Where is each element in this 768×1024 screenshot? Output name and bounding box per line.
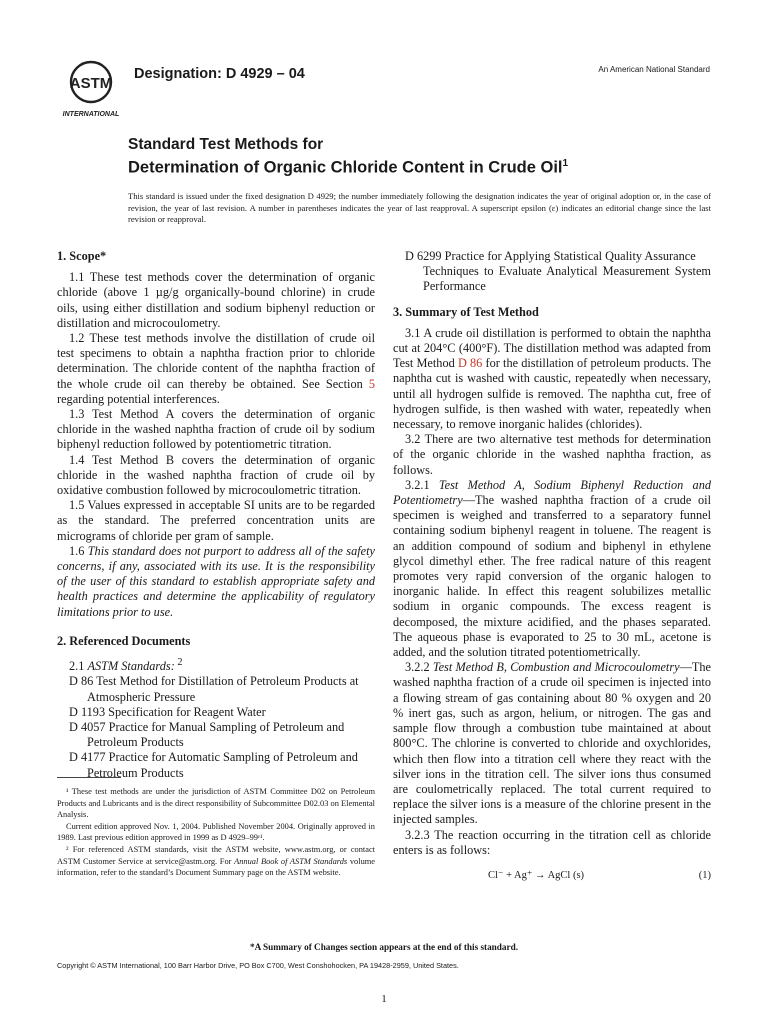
para-3-1-text: 3.1 A crude oil distillation is performed to obtain the naphtha cut at 204°C (400°F). The distillation method was adapted from Test Method <box>393 325 711 371</box>
para-3-2-1-text: —The washed naphtha fraction of a crude oil specimen is weighed and transferred to a separatory funnel containing sodium biphenyl reagent in toluene. The reagent is an addition compound of sodium and biphenyl in ethylene glycol dimethyl ether. The free radical nature of this reagent promotes very rapid conversion of the organic halogen to inorganic halide. In effect this reagent solubilizes metallic sodium in organic compounds. The excess reagent is decomposed, the mixture acidified, and the phases separated. The aqueous phase is evaporated to 25 to 30 mL, acetone is added, and the solution titrated potentiometrically. <box>393 493 711 660</box>
standard-intro: This standard is issued under the fixed designation D 4929; the number immediately following the designation indicates the year of original adoption or, in the case of revision, the year of last revision. A number in parentheses indicates the year of last reapproval. A superscript epsilon (ε) indicates an editorial change since the last revision or reapproval. <box>128 191 711 225</box>
para-1-6-number: 1.6 <box>69 543 88 558</box>
document-title <box>128 135 648 178</box>
title-line-2-text: Determination of Organic Chloride Content in Crude Oil <box>128 158 563 177</box>
para-1-4: 1.4 Test Method B covers the determination of organic chloride in the washed naphtha fraction of crude oil by oxidative combustion followed by microcoulometric titration. <box>57 452 375 498</box>
summary-heading: 3. Summary of Test Method <box>393 304 539 319</box>
reference-title-cont: Petroleum Products <box>87 765 184 780</box>
footnote-1-edition: Current edition approved Nov. 1, 2004. Published November 2004. Originally approved in 1989. Last previous edition approved in 1999 as D 4929–99ᵋ¹. <box>57 821 375 843</box>
para-3-2: 3.2 There are two alternative test methods for determination of the organic chloride in the washed naphtha fraction, as follows. <box>393 432 711 477</box>
footnote-divider <box>57 777 121 778</box>
para-3-2-2-text: —The washed naphtha fraction of a crude oil specimen is injected into a flowing stream of gas containing about 80 % oxygen and 20 % inert gas, such as argon, helium, or nitrogen. The gas and sample flow through a combustion tube maintained at about 800°C. The chlorine is converted to chloride and oxychlorides, which then flow into a titration cell where they react with the silver ions in the titration cell. The silver ions thus consumed are coulometrically replaced. The total current required to replace the silver ions is a measure of the chlorine present in the injected samples. <box>393 660 711 827</box>
logo-text-top: ASTM <box>69 75 113 92</box>
para-2-1 <box>57 655 375 674</box>
para-1-6-text: This standard does not purport to address all of the safety concerns, if any, associated with its use. It is the responsibility of the user of this standard to establish appropriate safety and health practices and determine the applicability of regulatory limitations prior to use. <box>57 543 375 619</box>
footnote-2-mark: 2 <box>174 657 183 669</box>
para-3-1 <box>393 326 711 432</box>
reference-title: Test Method for Distillation of Petroleum Products at <box>96 674 359 689</box>
reference-title: Practice for Automatic Sampling of Petroleum and <box>108 750 358 765</box>
reference-title-cont: Atmospheric Pressure <box>87 689 196 704</box>
method-b-title: Test Method B, Combustion and Microcoulometry <box>432 660 680 675</box>
para-3-2-2 <box>393 660 711 827</box>
reference-item <box>57 674 375 704</box>
section-5-link[interactable]: 5 <box>368 376 375 391</box>
reference-code: D 6299 <box>405 249 442 263</box>
para-3-1-text-end: for the distillation of petroleum products. The naphtha cut is washed with caustic, repeatedly when necessary, until all hydrogen sulfide is removed. The naphtha cut, free of hydrogen sulfide, is then washed with water, repeatedly when necessary, to remove inorganic halides (chlorides). <box>393 356 711 432</box>
reference-title: Specification for Reagent Water <box>108 704 266 719</box>
reference-title: Practice for Manual Sampling of Petroleum and <box>108 719 345 734</box>
title-line-1: Standard Test Methods for <box>128 136 324 153</box>
para-2-1-number: 2.1 <box>69 659 88 674</box>
footnote-2 <box>57 844 375 879</box>
logo-text-bottom: INTERNATIONAL <box>62 111 120 118</box>
reference-item <box>57 705 375 720</box>
reference-title-cont: Petroleum Products <box>87 735 184 750</box>
reference-code: D 86 <box>69 674 94 689</box>
reference-title: Practice for Applying Statistical Quality Assurance <box>444 249 696 263</box>
copyright: Copyright © ASTM International, 100 Barr Harbor Drive, PO Box C700, West Conshohocken, PA 19428-2959, United States. <box>57 961 459 970</box>
para-1-3: 1.3 Test Method A covers the determination of organic chloride in the washed naphtha fraction of crude oil by sodium biphenyl reduction followed by potentiometric titration. <box>57 407 375 452</box>
reference-code: D 4177 <box>69 750 106 765</box>
para-3-2-2-number: 3.2.2 <box>405 660 433 675</box>
right-column <box>393 249 711 883</box>
astm-standards-label: ASTM Standards: <box>87 659 175 674</box>
equation-text: Cl⁻ + Ag⁺ → AgCl (s) <box>488 869 585 881</box>
referenced-documents-heading: 2. Referenced Documents <box>57 633 191 648</box>
d86-link[interactable]: D 86 <box>457 356 483 371</box>
method-a-title: Test Method A, Sodium Biphenyl Reduction and Potentiometry <box>393 477 712 508</box>
scope-heading: 1. Scope* <box>57 249 107 263</box>
para-1-2-text: 1.2 These test methods involve the distillation of crude oil test specimens to obtain a naphtha fraction prior to chloride determination. The chloride content of the naphtha fraction of the whole crude oil can thereby be obtained. See Section <box>57 331 375 391</box>
para-3-2-3: 3.2.3 The reaction occurring in the titration cell as chloride enters is as follows: <box>393 827 711 857</box>
para-1-1: 1.1 These test methods cover the determination of organic chloride (above 1 µg/g organically-bound chlorine) in crude oils, using either distillation and sodium biphenyl reduction or distillation and microcoulometry. <box>57 270 375 330</box>
equation-number: (1) <box>698 869 711 881</box>
page-number: 1 <box>381 993 387 1005</box>
equation-1 <box>393 868 711 883</box>
footnote-1: ¹ These test methods are under the jurisdiction of ASTM Committee D02 on Petroleum Products and Lubricants and is the direct responsibility of Subcommittee D02.03 on Elemental Analysis. <box>57 787 375 820</box>
para-1-2-text-end: regarding potential interferences. <box>57 391 220 406</box>
reference-title-cont: Techniques to Evaluate Analytical Measurement System Performance <box>423 264 711 294</box>
summary-of-changes-note: *A Summary of Changes section appears at the end of this standard. <box>250 942 518 952</box>
ans-label: An American National Standard <box>598 65 710 74</box>
footnote-2-text: ² For referenced ASTM standards, visit the ASTM website, www.astm.org, or contact ASTM Customer Service at service@astm.org. For <box>57 844 375 866</box>
reference-item <box>393 249 711 295</box>
title-footnote-mark: 1 <box>562 158 569 169</box>
astm-logo <box>58 55 124 119</box>
reference-code: D 1193 <box>69 704 106 719</box>
reference-code: D 4057 <box>69 719 106 734</box>
reference-item <box>57 720 375 750</box>
left-column <box>57 249 375 781</box>
para-1-6 <box>57 544 375 620</box>
para-3-2-1 <box>393 478 711 660</box>
footnote-2-text-end: volume information, refer to the standard’s Document Summary page on the ASTM website. <box>57 856 375 878</box>
para-3-2-1-number: 3.2.1 <box>405 477 439 492</box>
footnotes <box>57 786 375 879</box>
title-line-2 <box>128 154 648 178</box>
para-1-5: 1.5 Values expressed in acceptable SI units are to be regarded as the standard. The preferred concentration units are micrograms of chloride per gram of sample. <box>57 498 375 543</box>
para-1-2 <box>57 331 375 407</box>
footnote-2-book-title: Annual Book of ASTM Standards <box>234 856 348 866</box>
astm-logo-icon <box>58 55 124 119</box>
designation: Designation: D 4929 – 04 <box>134 66 305 82</box>
